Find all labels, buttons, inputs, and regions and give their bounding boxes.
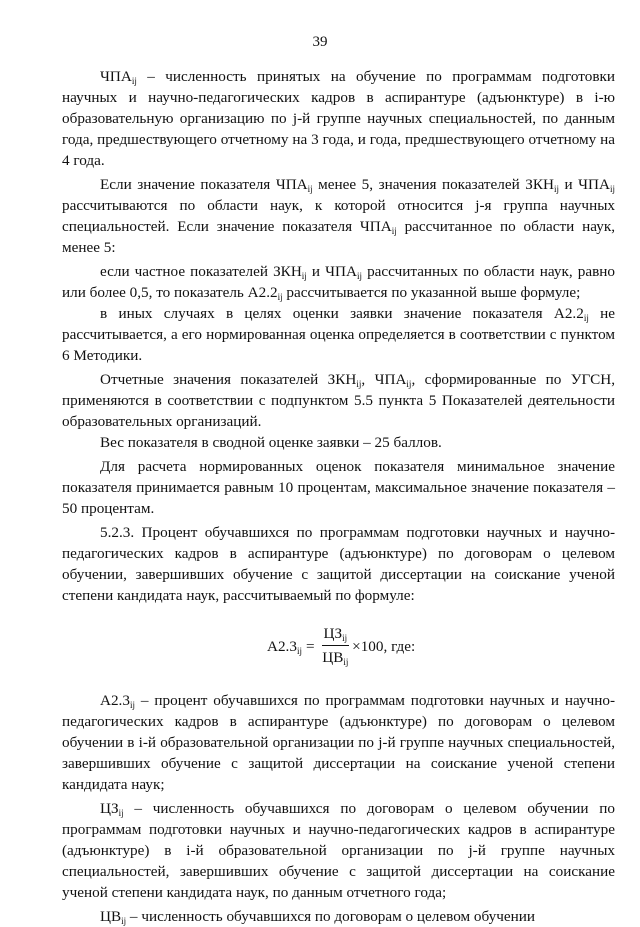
paragraph-threshold: Если значение показателя $ЧПА_{ij}$ менее 5, значения показателей $ЗКН_{ij}$ и $ЧПА_{ij}$ рассчитываются по области наук, к которой относится j-я группа научных специальностей. Если значение показателя $ЧПА_{ij}$ рассчитанное по области наук, менее 5:: [62, 176, 615, 256]
formula-multiplier: ×100, где:: [352, 637, 416, 655]
section-5-2-3: 5.2.3. Процент обучавшихся по программам подготовки научных и научно-педагогических кадров в аспирантуре (адъюнктуре) по договорам о целевом обучении, завершивших обучение с защитой диссертации на соискание ученой степени кандидата наук, рассчитываемый по формуле:: [62, 524, 615, 604]
definition-a23: $А2.3_{ij}$ – процент обучавшихся по программам подготовки научных и научно-педагогических кадров в аспирантуре (адъюнктуре) по договорам о целевом обучении в i-й образовательной организации по j-й группе научных специальностей, завершивших обучение с защитой диссертации на соискание ученой степени кандидата наук;: [62, 692, 615, 793]
formula-equals: =: [305, 637, 315, 655]
formula-numerator: $ЦЗ_{ij}$: [322, 624, 350, 646]
formula-fraction: [322, 624, 350, 668]
formula-lhs: $А2.3_{ij}$: [267, 637, 302, 656]
formula-a23: [62, 620, 615, 672]
paragraph-ratio-condition: если частное показателей $ЗКН_{ij}$ и $ЧПА_{ij}$ рассчитанных по области наук, равно или более 0,5, то показатель $А2.2_{ij}$ рассчитывается по указанной выше формуле;: [62, 263, 615, 302]
document-body: [62, 66, 615, 927]
formula-denominator: $ЦВ_{ij}$: [322, 649, 349, 667]
definition-cv: $ЦВ_{ij}$ – численность обучавшихся по договорам о целевом обучении: [100, 908, 535, 926]
paragraph-normalization: Для расчета нормированных оценок показателя минимальное значение показателя принимается равным 10 процентам, максимальное значение показателя – 50 процентам.: [62, 458, 615, 517]
definition-cz: $ЦЗ_{ij}$ – численность обучавшихся по договорам о целевом обучении по программам подготовки научных и научно-педагогических кадров в аспирантуре (адъюнктуре) в i-й образовательной организации по j-й группе научных специальностей, завершивших обучение с защитой диссертации на соискание ученой степени кандидата наук, по данным отчетного года;: [62, 800, 615, 901]
definition-chpa: $ЧПА_{ij}$ – численность принятых на обучение по программам подготовки научных и научно-педагогических кадров в аспирантуре (адъюнктуре) в i-ю образовательную организацию по j-й группе научных специальностей, по данным года, предшествующего отчетному на 3 года, и года, предшествующего отчетному на 4 года.: [62, 68, 615, 169]
paragraph-weight: Вес показателя в сводной оценке заявки – 25 баллов.: [100, 434, 442, 451]
page-number: 39: [312, 34, 328, 50]
paragraph-other-cases: в иных случаях в целях оценки заявки значение показателя $А2.2_{ij}$ не рассчитывается, а его нормированная оценка определяется в соответствии с пунктом 6 Методики.: [62, 305, 615, 364]
paragraph-reported-values: Отчетные значения показателей $ЗКН_{ij}$, $ЧПА_{ij}$, сформированные по УГСН, применяются в соответствии с подпунктом 5.5 пункта 5 Показателей деятельности образовательных организаций.: [62, 371, 616, 430]
